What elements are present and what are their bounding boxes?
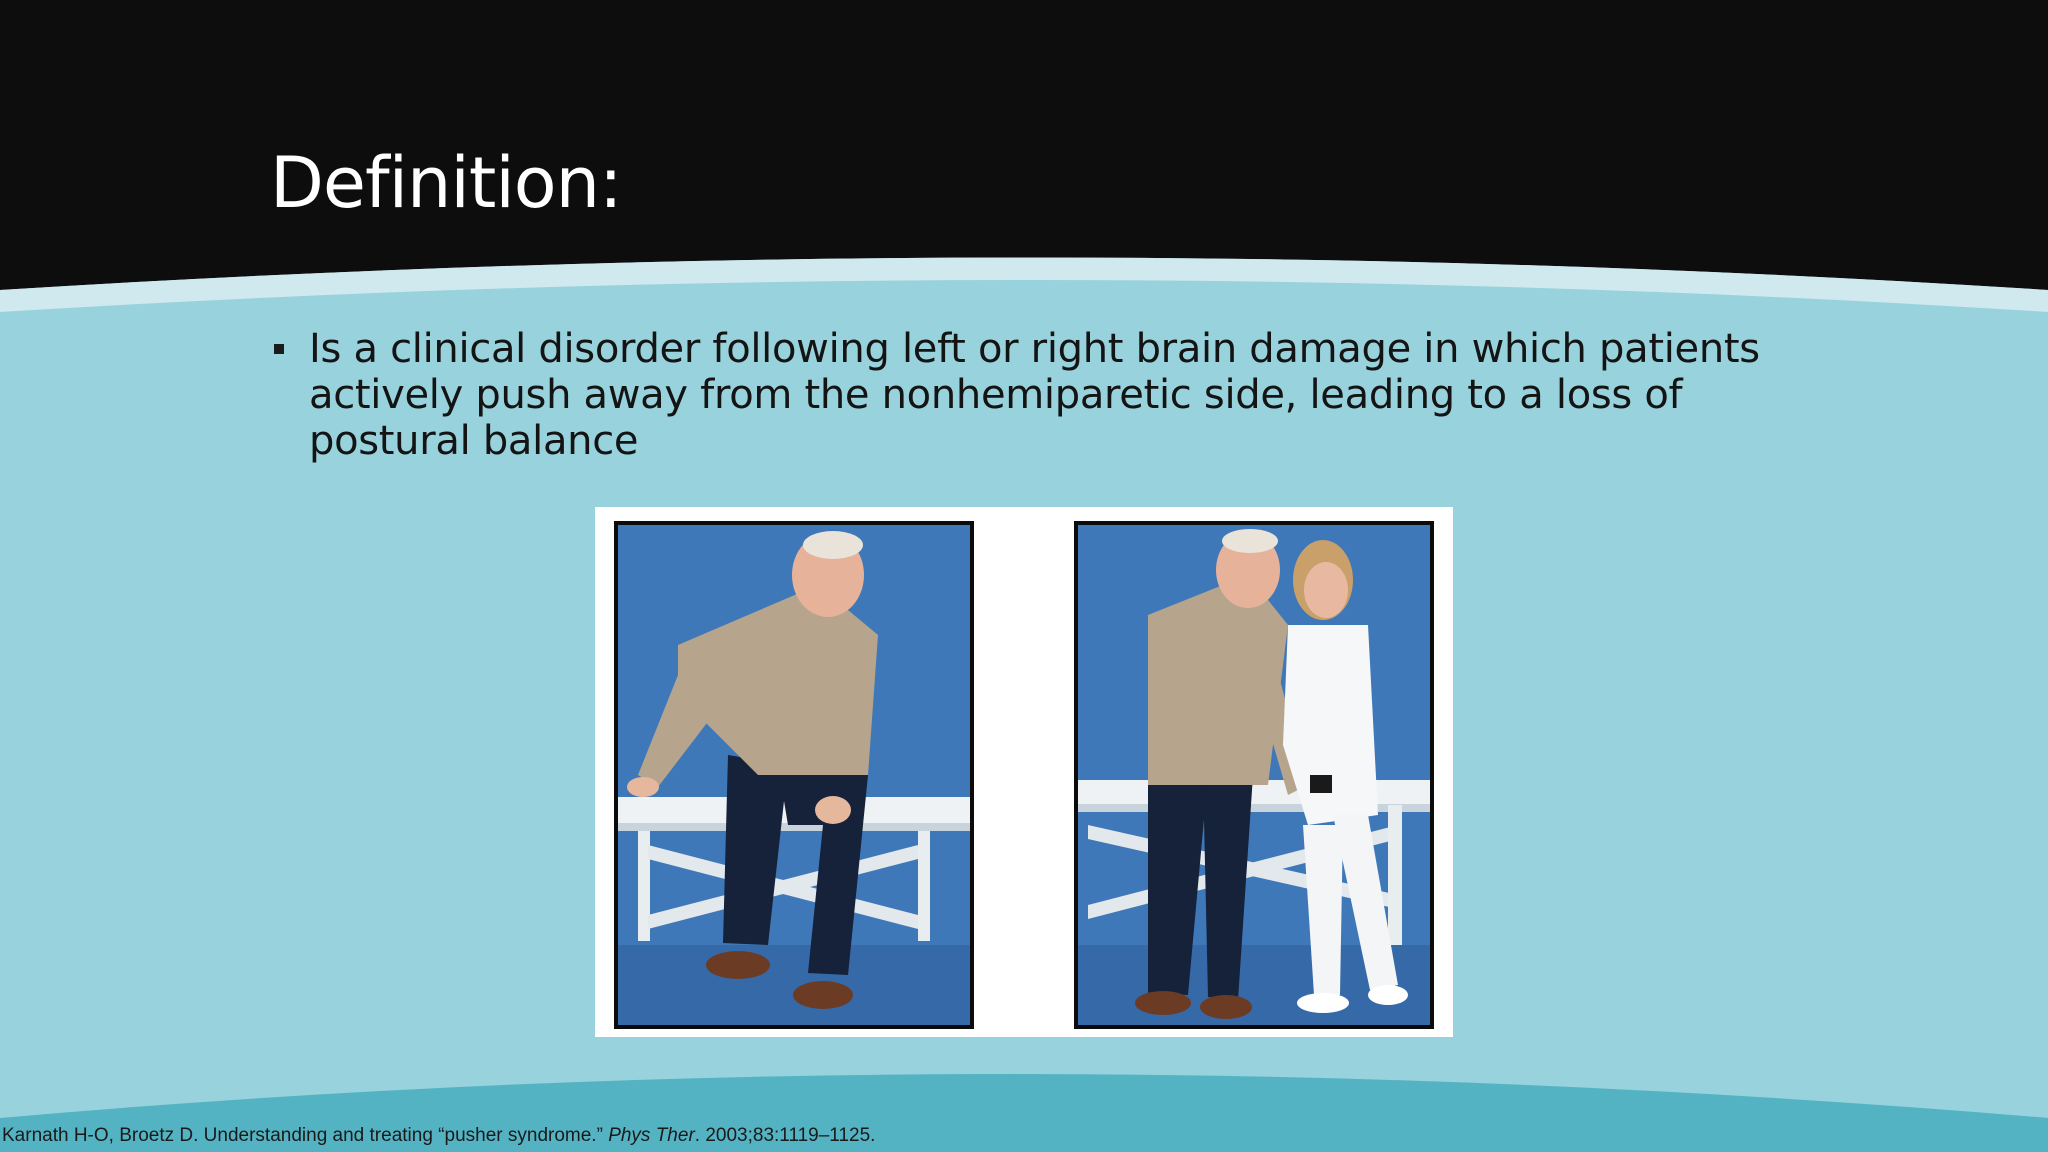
definition-bullet: Is a clinical disorder following left or right brain damage in which patients actively push away from the nonhemiparetic side, leading to a loss of postural balance: [309, 326, 1760, 464]
photo-patient-standing-with-therapist: [1074, 521, 1434, 1029]
photo-patient-sitting: [614, 521, 974, 1029]
citation-journal: Phys Ther: [608, 1125, 695, 1146]
citation-authors-title: Karnath H-O, Broetz D. Understanding and treating “pusher syndrome.”: [2, 1125, 609, 1146]
slide-title: Definition:: [270, 142, 622, 224]
citation-details: . 2003;83:1119–1125.: [694, 1125, 876, 1146]
reference-citation: [2, 1124, 875, 1148]
pusher-syndrome-figure: [595, 507, 1453, 1037]
bullet-square-icon: [274, 344, 284, 354]
